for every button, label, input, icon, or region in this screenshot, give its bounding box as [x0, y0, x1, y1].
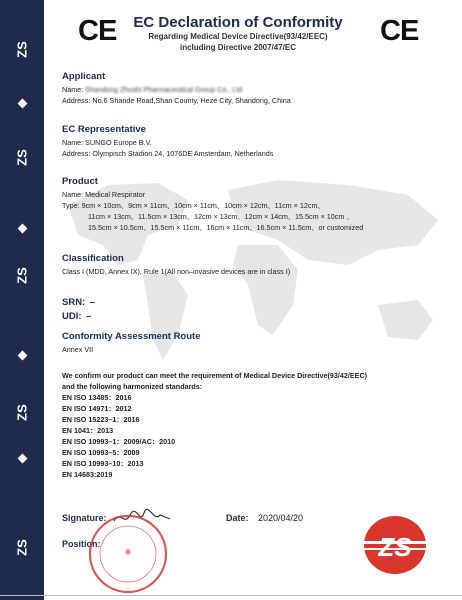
zs-logo — [362, 514, 428, 576]
classification-text: Class I (MDD, Annex IX), Rule 1(All non–invasive devices are in class I) — [62, 267, 291, 276]
date-label: Date: — [226, 513, 249, 523]
representative-name-label: Name: — [62, 138, 84, 147]
page-subtitle-2: including Directive 2007/47/EC — [179, 43, 297, 52]
classification-section — [62, 253, 454, 277]
standard-item: EN ISO 14971：2012 — [62, 404, 132, 413]
product-type-line-3: 15.5cm × 10.5cm、15.5cm × 11cm、16cm × 11cm、16.5cm × 11.5cm、or customized — [88, 223, 364, 232]
signature-label: Signature: — [62, 513, 107, 523]
applicant-name-value: Shandong Zhushi Pharmaceutical Group Co., Ltd — [85, 85, 243, 94]
page-subtitle-1: Regarding Medical Device Directive(93/42/EEC) — [148, 32, 328, 41]
udi-label: UDI: — [62, 311, 82, 322]
standard-item: EN 14683:2019 — [62, 470, 113, 479]
date-value: 2020/04/20 — [258, 513, 304, 523]
conformity-section — [62, 331, 454, 355]
applicant-address-label: Address: — [62, 96, 91, 105]
applicant-address-line — [62, 95, 454, 106]
product-section — [62, 176, 454, 233]
conformity-text: Annex VII — [62, 345, 94, 354]
diamond-icon — [0, 455, 44, 462]
sidebar-zs-mark: ZS — [14, 539, 30, 556]
representative-address-line — [62, 148, 454, 159]
company-stamp — [86, 512, 170, 596]
diamond-icon — [0, 100, 44, 107]
representative-section — [62, 124, 454, 159]
svg-text:*: * — [124, 547, 132, 563]
sidebar-zs-mark: ZS — [14, 41, 30, 58]
conformity-heading: Conformity Assessment Route — [62, 331, 201, 342]
bottom-divider — [0, 595, 462, 596]
applicant-heading: Applicant — [62, 71, 106, 82]
representative-address-value: Olympisch Stadion 24, 1076DE Amsterdam, Netherlands — [92, 149, 274, 158]
standard-item: EN ISO 10993–1：2009/AC：2010 — [62, 437, 176, 446]
representative-address-label: Address: — [62, 149, 91, 158]
standard-item: EN ISO 10993–10：2013 — [62, 459, 144, 468]
ce-mark-right: CE — [380, 15, 419, 47]
srn-value: – — [89, 297, 95, 308]
representative-name-value: SUNGO Europe B.V. — [85, 138, 152, 147]
udi-row — [62, 306, 454, 324]
product-type-line-1: Type: 9cm × 10cm、9cm × 11cm、10cm × 11cm、10cm × 12cm、11cm × 12cm、 — [62, 201, 325, 210]
product-heading: Product — [62, 176, 98, 187]
representative-heading: EC Representative — [62, 124, 146, 135]
representative-name-line — [62, 137, 454, 148]
standard-item: EN ISO 15223–1：2016 — [62, 415, 140, 424]
sidebar-strip — [0, 0, 44, 600]
statement-section — [62, 370, 454, 480]
statement-line-1: We confirm our product can meet the requirement of Medical Device Directive(93/42/EEC) — [62, 371, 368, 380]
page-title: EC Declaration of Conformity — [133, 14, 343, 31]
header-title-block — [118, 14, 358, 53]
product-name-line: Name: Medical Respirator — [62, 190, 146, 199]
diamond-icon — [0, 225, 44, 232]
sidebar-zs-mark: ZS — [14, 404, 30, 421]
statement-line-2: and the following harmonized standards: — [62, 382, 203, 391]
applicant-address-value: No.6 Shande Road,Shan County, Heze City, Shandong, China — [92, 96, 291, 105]
standard-item: EN 1041：2013 — [62, 426, 114, 435]
applicant-name-label: Name: — [62, 85, 84, 94]
product-type-line-2: 11cm × 13cm、11.5cm × 13cm、12cm × 13cm、12cm × 14cm、15.5cm × 10cm 、 — [88, 212, 354, 221]
sidebar-zs-mark: ZS — [14, 149, 30, 166]
ce-mark-left: CE — [78, 15, 117, 47]
position-label: Position: — [62, 539, 101, 549]
standard-item: EN ISO 10993–5：2009 — [62, 448, 140, 457]
applicant-name-line — [62, 84, 454, 95]
srn-label: SRN: — [62, 297, 86, 308]
diamond-icon — [0, 352, 44, 359]
classification-heading: Classification — [62, 253, 124, 264]
logo-text: ZS — [378, 532, 412, 562]
udi-value: – — [85, 311, 92, 322]
applicant-section — [62, 71, 454, 106]
sidebar-zs-mark: ZS — [14, 267, 30, 284]
standard-item: EN ISO 13485：2016 — [62, 393, 132, 402]
